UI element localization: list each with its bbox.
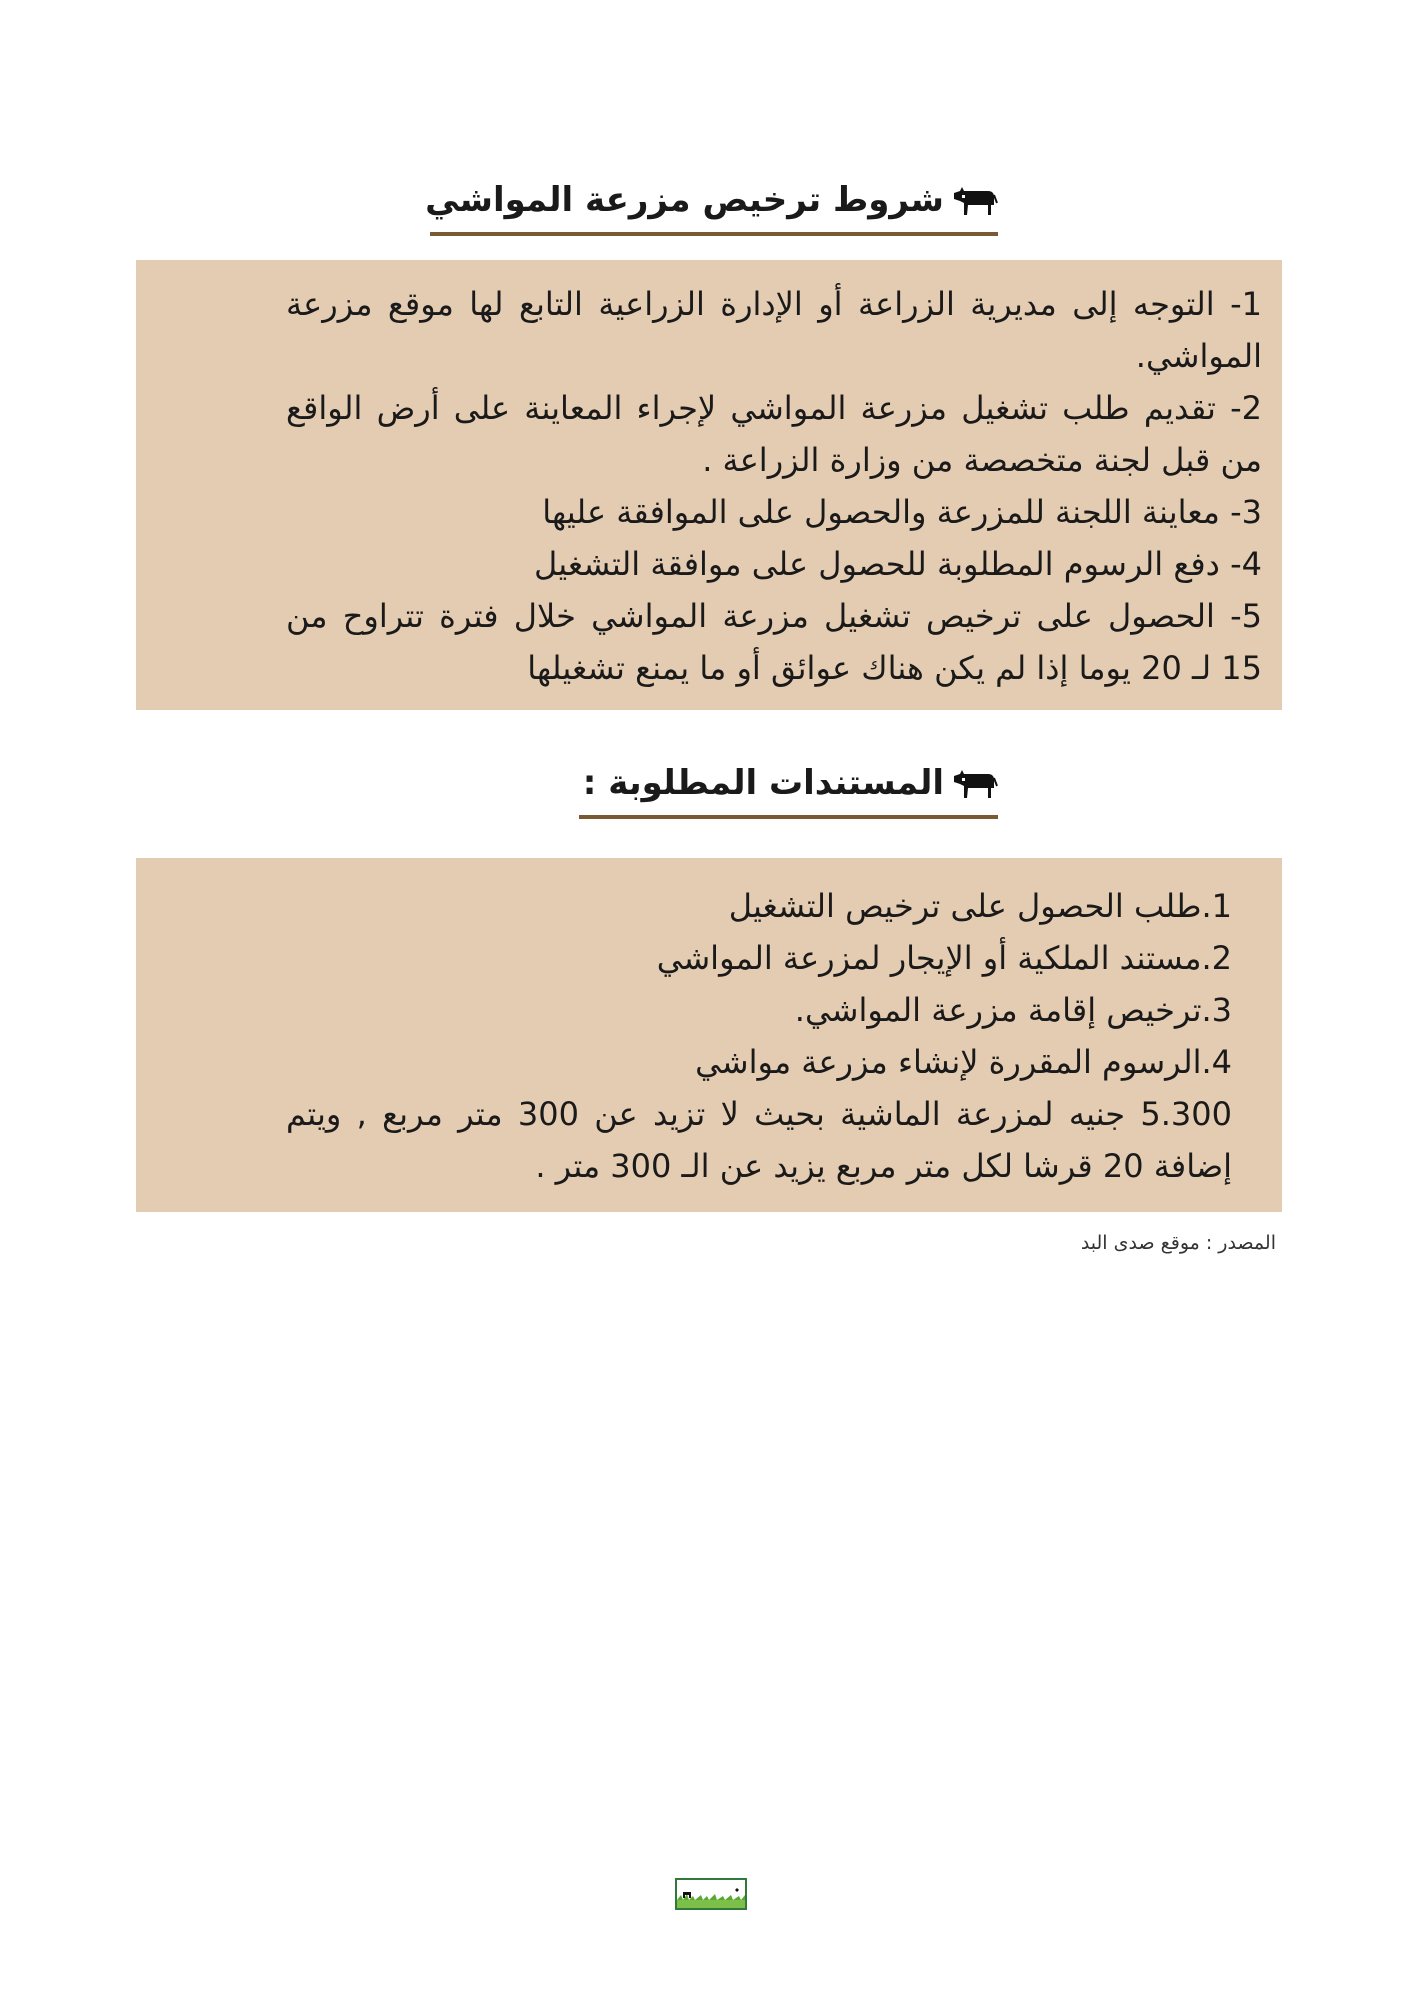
section-1-underline <box>430 232 998 236</box>
section-1-heading <box>425 180 998 220</box>
document-item-2: 2.مستند الملكية أو الإيجار لمزرعة المواشي <box>656 939 1232 977</box>
section-1-box <box>136 260 1282 710</box>
documents-list <box>286 880 1232 1192</box>
condition-item-1: 1- التوجه إلى مديرية الزراعة أو الإدارة الزراعية التابع لها موقع مزرعة المواشي. <box>286 285 1262 375</box>
cow-icon <box>952 766 998 800</box>
source-note: المصدر : موقع صدى البد <box>1080 1232 1276 1254</box>
condition-item-3: 3- معاينة اللجنة للمزرعة والحصول على الموافقة عليها <box>542 493 1262 531</box>
document-item-5: 5.300 جنيه لمزرعة الماشية بحيث لا تزيد عن 300 متر مربع , ويتم إضافة 20 قرشا لكل متر مربع يزيد عن الـ 300 متر . <box>286 1095 1232 1185</box>
section-2-title: المستندات المطلوبة : <box>582 763 944 803</box>
section-2-heading <box>583 763 998 803</box>
document-item-3: 3.ترخيص إقامة مزرعة المواشي. <box>794 991 1232 1029</box>
cow-icon <box>952 183 998 217</box>
section-2-box <box>136 858 1282 1212</box>
footer-logo <box>675 1878 747 1910</box>
section-2-underline <box>579 815 998 819</box>
section-1-title: شروط ترخيص مزرعة المواشي <box>425 180 944 220</box>
condition-item-5: 5- الحصول على ترخيص تشغيل مزرعة المواشي خلال فترة تتراوح من 15 لـ 20 يوما إذا لم يكن هناك عوائق أو ما يمنع تشغيلها <box>286 597 1262 687</box>
condition-item-2: 2- تقديم طلب تشغيل مزرعة المواشي لإجراء المعاينة على أرض الواقع من قبل لجنة متخصصة من وزارة الزراعة . <box>286 389 1262 479</box>
condition-item-4: 4- دفع الرسوم المطلوبة للحصول على موافقة التشغيل <box>534 545 1262 583</box>
document-item-1: 1.طلب الحصول على ترخيص التشغيل <box>728 887 1232 925</box>
document-item-4: 4.الرسوم المقررة لإنشاء مزرعة مواشي <box>695 1043 1232 1081</box>
